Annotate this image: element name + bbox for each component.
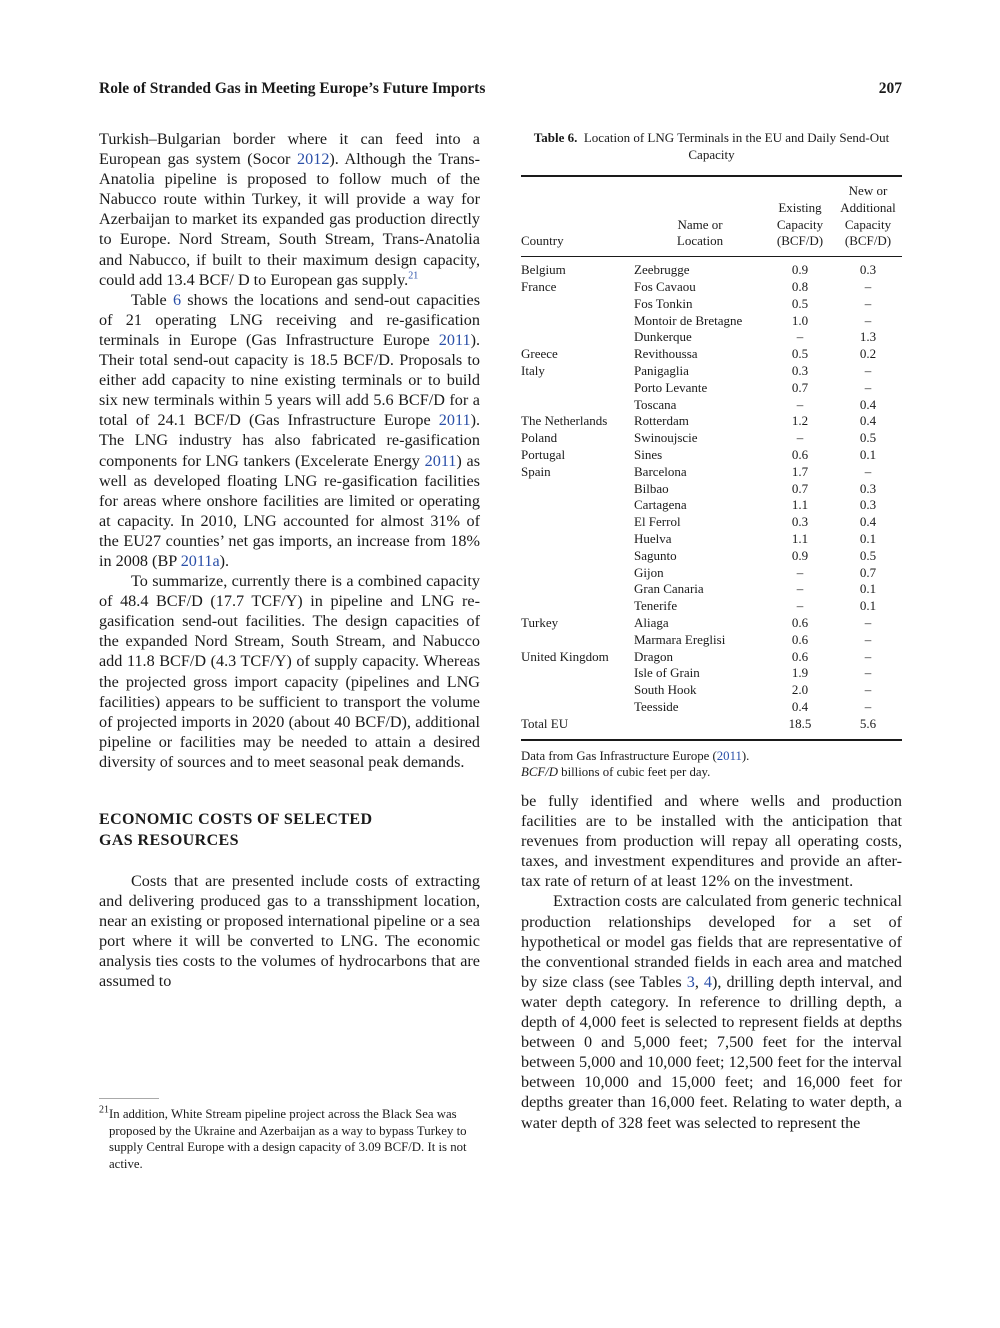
cell-country bbox=[521, 682, 634, 699]
cell-country bbox=[521, 565, 634, 582]
cell-country: United Kingdom bbox=[521, 648, 609, 664]
cell-country bbox=[521, 497, 634, 514]
cell-existing-capacity: 0.6 bbox=[791, 648, 809, 664]
left-column bbox=[99, 129, 480, 992]
cell-country: Portugal bbox=[521, 446, 566, 462]
cell-existing-capacity: – bbox=[796, 329, 804, 345]
cell-new-capacity: – bbox=[864, 698, 872, 714]
cell-new-capacity: 0.1 bbox=[859, 530, 877, 546]
table-caption-text: Location of LNG Terminals in the EU and Daily Send-Out Capacity bbox=[583, 130, 890, 162]
text-run: Turkish–Bulgarian border where it can feed into a European gas system (Socor bbox=[99, 130, 480, 169]
section-heading-line: GAS RESOURCES bbox=[99, 831, 239, 849]
header-text: New or bbox=[848, 183, 888, 198]
cell-existing-capacity: 0.6 bbox=[791, 614, 809, 630]
lng-terminal-table bbox=[521, 177, 902, 733]
table-source-note bbox=[521, 748, 902, 765]
cell-country: Belgium bbox=[521, 262, 566, 278]
cell-country bbox=[521, 397, 634, 414]
table-row bbox=[521, 447, 902, 464]
cell-existing-capacity: 0.5 bbox=[791, 346, 809, 362]
cell-country bbox=[521, 329, 634, 346]
cell-new-capacity: 0.3 bbox=[859, 480, 877, 496]
cell-country: Italy bbox=[521, 362, 545, 378]
section-heading-line: ECONOMIC COSTS OF SELECTED bbox=[99, 811, 373, 828]
column-header-location bbox=[634, 177, 766, 256]
table-bottom-rule bbox=[521, 739, 902, 741]
cell-location: Huelva bbox=[634, 530, 672, 546]
citation-link[interactable]: 2011 bbox=[438, 330, 471, 349]
cell-existing-capacity: 1.9 bbox=[791, 665, 809, 681]
table-row bbox=[521, 699, 902, 716]
table-caption bbox=[521, 129, 902, 163]
table-ref-link[interactable]: 3 bbox=[686, 972, 695, 991]
cell-location: Porto Levante bbox=[634, 379, 708, 395]
cell-location: Gijon bbox=[634, 564, 664, 580]
cell-existing-capacity: – bbox=[796, 430, 804, 446]
table-body bbox=[521, 257, 902, 732]
abbreviation-definition: billions of cubic feet per day. bbox=[557, 765, 711, 780]
cell-existing-capacity: 1.0 bbox=[791, 312, 809, 328]
cell-country: France bbox=[521, 278, 557, 294]
cell-new-capacity: – bbox=[864, 295, 872, 311]
cell-new-capacity: – bbox=[864, 463, 872, 479]
cell-existing-capacity: 0.9 bbox=[791, 547, 809, 563]
cell-existing-capacity: 0.8 bbox=[791, 278, 809, 294]
cell-location: El Ferrol bbox=[634, 514, 681, 530]
cell-country bbox=[521, 665, 634, 682]
cell-location: Sagunto bbox=[634, 547, 677, 563]
footnote-number: 21 bbox=[99, 1104, 109, 1116]
cell-location: Swinoujscie bbox=[634, 430, 698, 446]
cell-country bbox=[521, 581, 634, 598]
cell-location: Dunkerque bbox=[634, 329, 692, 345]
cell-existing-capacity: 0.3 bbox=[791, 362, 809, 378]
cell-location: Montoir de Bretagne bbox=[634, 312, 743, 328]
cell-new-capacity: – bbox=[864, 379, 872, 395]
table-row bbox=[521, 548, 902, 565]
cell-new-capacity: 0.1 bbox=[859, 598, 877, 614]
cell-new-capacity: 0.7 bbox=[859, 564, 877, 580]
table-row bbox=[521, 565, 902, 582]
cell-new-capacity: 0.4 bbox=[859, 514, 877, 530]
cell-country bbox=[521, 699, 634, 716]
citation-link[interactable]: 2012 bbox=[297, 150, 330, 169]
cell-new-capacity: 0.5 bbox=[859, 430, 877, 446]
cell-country: Spain bbox=[521, 463, 551, 479]
citation-link[interactable]: 2011 bbox=[716, 748, 742, 763]
header-text: Country bbox=[521, 233, 564, 249]
cell-country bbox=[521, 548, 634, 565]
cell-country: The Netherlands bbox=[521, 413, 608, 429]
column-header-new bbox=[834, 177, 902, 256]
cell-new-capacity: – bbox=[864, 312, 872, 328]
table-row bbox=[521, 464, 902, 481]
cell-new-capacity: – bbox=[864, 665, 872, 681]
footnote-marker-link[interactable]: 21 bbox=[408, 270, 419, 282]
text-run: ). Although the Trans-Anatolia pipeline is proposed to follow much of the Nabucco route within Turkey, it will provide a way for Azerbaijan to market its expanded gas production directly to Europe. Nord Stream, South Stream, Trans-Anatolia and Nabucco, if built to their maximum design capacity, could add 13.4 BCF/ D to European gas supply. bbox=[99, 150, 480, 289]
cell-existing-capacity: 2.0 bbox=[791, 682, 809, 698]
citation-link[interactable]: 2011a bbox=[180, 551, 220, 570]
header-text: Capacity bbox=[776, 216, 824, 232]
table-row bbox=[521, 363, 902, 380]
cell-country bbox=[521, 380, 634, 397]
text-run: ). bbox=[219, 551, 230, 570]
table-row bbox=[521, 531, 902, 548]
table-row bbox=[521, 380, 902, 397]
cell-location: Marmara Ereglisi bbox=[634, 631, 726, 647]
cell-new-capacity: 0.3 bbox=[859, 262, 877, 278]
table-row bbox=[521, 615, 902, 632]
cell-location: Teesside bbox=[634, 698, 679, 714]
cell-location: Tenerife bbox=[634, 598, 678, 614]
text-run: ), drilling depth interval, and water depth category. In reference to drilling depth, a depth of 4,000 feet is selected to represent fields at depths between 0 and 5,000 feet; 7,500 feet for the interval between 5,000 and 10,000 feet; 12,500 feet for the interval between 10,000 and 15,000 feet; and 16,000 feet for depths greater than 16,000 feet. Relating to water depth, a water depth of 328 feet was selected to represent the bbox=[521, 972, 903, 1132]
cell-new-capacity: 1.3 bbox=[859, 329, 877, 345]
table-ref-link[interactable]: 6 bbox=[172, 290, 182, 309]
table-label: Table 6. bbox=[533, 130, 578, 145]
cell-new-capacity: 0.1 bbox=[859, 581, 877, 597]
text-run: ) as well as developed floating LNG re-gasification facilities for areas where onshore facilities are limited or operating at capacity. In 2010, LNG accounted for almost 31% of the EU27 counties’ net gas imports, an increase from 18% in 2008 (BP bbox=[99, 451, 481, 570]
header-text: (BCF/D) bbox=[844, 233, 892, 249]
table-row bbox=[521, 413, 902, 430]
cell-country: Turkey bbox=[521, 614, 559, 630]
column-header-country bbox=[521, 177, 634, 256]
cell-country: Poland bbox=[521, 430, 558, 446]
cell-existing-capacity: 0.7 bbox=[791, 379, 809, 395]
cell-location bbox=[634, 716, 766, 733]
cell-existing-capacity: 0.6 bbox=[791, 446, 809, 462]
cell-country: Greece bbox=[521, 346, 558, 362]
table-row bbox=[521, 665, 902, 682]
table-row bbox=[521, 279, 902, 296]
cell-location: Zeebrugge bbox=[634, 262, 690, 278]
cell-country bbox=[521, 481, 634, 498]
paragraph-costs: Costs that are presented include costs of extracting and delivering produced gas to a transshipment location, near an existing or proposed international pipeline or a sea port where it will be converted to LNG. The economic analysis ties costs to the volumes of hydrocarbons that are assumed to bbox=[99, 872, 480, 991]
cell-new-capacity: 0.1 bbox=[859, 446, 877, 462]
footnote-divider bbox=[99, 1098, 159, 1099]
text-run: Extraction costs are calculated from generic technical production relationships developed for a set of hypothetical or model gas fields that are representative of the conventional stranded fields in each area and matched by size class (see Tables bbox=[521, 892, 902, 991]
running-head bbox=[99, 80, 902, 102]
citation-link[interactable]: 2011 bbox=[424, 451, 457, 470]
cell-location: South Hook bbox=[634, 682, 697, 698]
table-row bbox=[521, 296, 902, 313]
cell-new-capacity: – bbox=[864, 682, 872, 698]
cell-location: Isle of Grain bbox=[634, 665, 700, 681]
table-row bbox=[521, 346, 902, 363]
cell-new-capacity: – bbox=[864, 362, 872, 378]
footnote-text: In addition, White Stream pipeline project across the Black Sea was proposed by the Ukraine and Azerbaijan as a way to bypass Turkey to supply Central Europe with a design capacity of 3.09 BCF/D. It is not active. bbox=[109, 1107, 467, 1171]
citation-link[interactable]: 2011 bbox=[438, 411, 471, 430]
right-column bbox=[521, 791, 902, 1133]
text-run: ). Their total send-out capacity is 18.5 BCF/D. Proposals to either add capacity to nine existing terminals or to build six new terminals within 5 years will add 5.6 BCF/D for a total of 24.1 BCF/D (Gas Infrastructure Europe bbox=[99, 330, 480, 430]
cell-location: Sines bbox=[634, 446, 663, 462]
cell-country: Total EU bbox=[521, 715, 569, 731]
cell-new-capacity: – bbox=[864, 631, 872, 647]
running-head-title: Role of Stranded Gas in Meeting Europe’s Future Imports bbox=[99, 80, 486, 97]
cell-existing-capacity: 0.9 bbox=[791, 262, 809, 278]
cell-location: Gran Canaria bbox=[634, 581, 704, 597]
cell-existing-capacity: 1.2 bbox=[791, 413, 809, 429]
header-text: Name or bbox=[677, 216, 723, 232]
cell-existing-capacity: 1.1 bbox=[791, 497, 809, 513]
cell-new-capacity: 0.4 bbox=[859, 396, 877, 412]
cell-existing-capacity: – bbox=[796, 581, 804, 597]
cell-existing-capacity: 0.7 bbox=[791, 480, 809, 496]
cell-existing-capacity: – bbox=[796, 396, 804, 412]
table-row bbox=[521, 649, 902, 666]
cell-existing-capacity: 0.5 bbox=[791, 295, 809, 311]
text-run: ). The LNG industry has also fabricated re-gasification components for LNG tankers (Excelerate Energy bbox=[99, 411, 480, 470]
paragraph-nabucco bbox=[99, 129, 480, 290]
table-ref-link[interactable]: 4 bbox=[703, 972, 712, 991]
table-row bbox=[521, 598, 902, 615]
table-notes bbox=[521, 748, 902, 782]
abbreviation-term: BCF/D bbox=[521, 765, 558, 780]
paragraph-summary: To summarize, currently there is a combined capacity of 48.4 BCF/D (17.7 TCF/Y) in pipeline and LNG re-gasification send-out facilities. The design capacities of the expanded Nord Stream, South Stream, and Nabucco add 11.8 BCF/D (4.3 TCF/Y) of supply capacity. Whereas the projected gross import capacity (pipelines and LNG facilities) appears to be sufficient to transport the volume of projected imports in 2020 (about 40 BCF/D), additional pipeline or facilities may be needed to attain a desired diversity of sources and to meet seasonal peak demands. bbox=[99, 572, 480, 771]
section-heading bbox=[99, 810, 480, 851]
cell-location: Dragon bbox=[634, 648, 673, 664]
note-text: ). bbox=[741, 748, 750, 763]
table-row bbox=[521, 397, 902, 414]
cell-existing-capacity: – bbox=[796, 564, 804, 580]
text-run: shows the locations and send-out capacities of 21 operating LNG receiving and re-gasification terminals in Europe (Gas Infrastructure Europe bbox=[99, 290, 481, 349]
header-text: Additional bbox=[840, 199, 896, 215]
cell-new-capacity: 0.2 bbox=[859, 346, 877, 362]
text-run: , bbox=[694, 972, 704, 991]
cell-existing-capacity: 0.6 bbox=[791, 631, 809, 647]
paragraph-extraction-costs bbox=[521, 891, 902, 1132]
cell-country bbox=[521, 296, 634, 313]
footnote bbox=[99, 1106, 480, 1172]
header-text: Location bbox=[676, 233, 724, 249]
cell-location: Fos Tonkin bbox=[634, 295, 693, 311]
table-row bbox=[521, 497, 902, 514]
cell-existing-capacity: 1.7 bbox=[791, 463, 809, 479]
paragraph-lng-terminals bbox=[99, 290, 480, 571]
paragraph-revenue: be fully identified and where wells and production facilities are to be installed with the anticipation that revenues from production will repay all operating costs, taxes, and investment expenditures and provide an after-tax rate of return of at least 12% on the investment. bbox=[521, 792, 902, 891]
header-text: Existing bbox=[778, 199, 822, 215]
table-row bbox=[521, 257, 902, 279]
cell-country bbox=[521, 313, 634, 330]
cell-location: Barcelona bbox=[634, 463, 687, 479]
table-row bbox=[521, 481, 902, 498]
cell-new-capacity: – bbox=[864, 648, 872, 664]
cell-location: Cartagena bbox=[634, 497, 687, 513]
cell-country bbox=[521, 632, 634, 649]
text-run: Table bbox=[131, 290, 173, 309]
table-row bbox=[521, 430, 902, 447]
header-text: Capacity bbox=[844, 216, 892, 232]
cell-location: Panigaglia bbox=[634, 362, 689, 378]
cell-new-capacity: 5.6 bbox=[859, 715, 877, 731]
note-text: Data from Gas Infrastructure Europe ( bbox=[521, 748, 717, 763]
table-row bbox=[521, 313, 902, 330]
cell-country bbox=[521, 531, 634, 548]
cell-existing-capacity: 18.5 bbox=[788, 715, 812, 731]
table-6 bbox=[521, 129, 902, 781]
cell-location: Fos Cavaou bbox=[634, 278, 696, 294]
cell-existing-capacity: 0.3 bbox=[791, 514, 809, 530]
cell-location: Toscana bbox=[634, 396, 677, 412]
cell-new-capacity: 0.5 bbox=[859, 547, 877, 563]
table-row bbox=[521, 716, 902, 733]
cell-location: Bilbao bbox=[634, 480, 669, 496]
header-text: (BCF/D) bbox=[776, 233, 824, 249]
table-header-row bbox=[521, 177, 902, 256]
table-row bbox=[521, 632, 902, 649]
cell-existing-capacity: 1.1 bbox=[791, 530, 809, 546]
cell-location: Revithoussa bbox=[634, 346, 698, 362]
cell-existing-capacity: 0.4 bbox=[791, 698, 809, 714]
table-abbreviation-note bbox=[521, 764, 902, 781]
cell-country bbox=[521, 514, 634, 531]
table-row bbox=[521, 329, 902, 346]
cell-new-capacity: – bbox=[864, 278, 872, 294]
cell-location: Aliaga bbox=[634, 614, 669, 630]
cell-new-capacity: – bbox=[864, 614, 872, 630]
table-row bbox=[521, 514, 902, 531]
cell-location: Rotterdam bbox=[634, 413, 689, 429]
cell-country bbox=[521, 598, 634, 615]
column-header-existing bbox=[766, 177, 834, 256]
table-row bbox=[521, 581, 902, 598]
footnote-body bbox=[99, 1106, 480, 1172]
page-number: 207 bbox=[878, 80, 902, 97]
cell-new-capacity: 0.4 bbox=[859, 413, 877, 429]
table-row bbox=[521, 682, 902, 699]
cell-new-capacity: 0.3 bbox=[859, 497, 877, 513]
cell-existing-capacity: – bbox=[796, 598, 804, 614]
